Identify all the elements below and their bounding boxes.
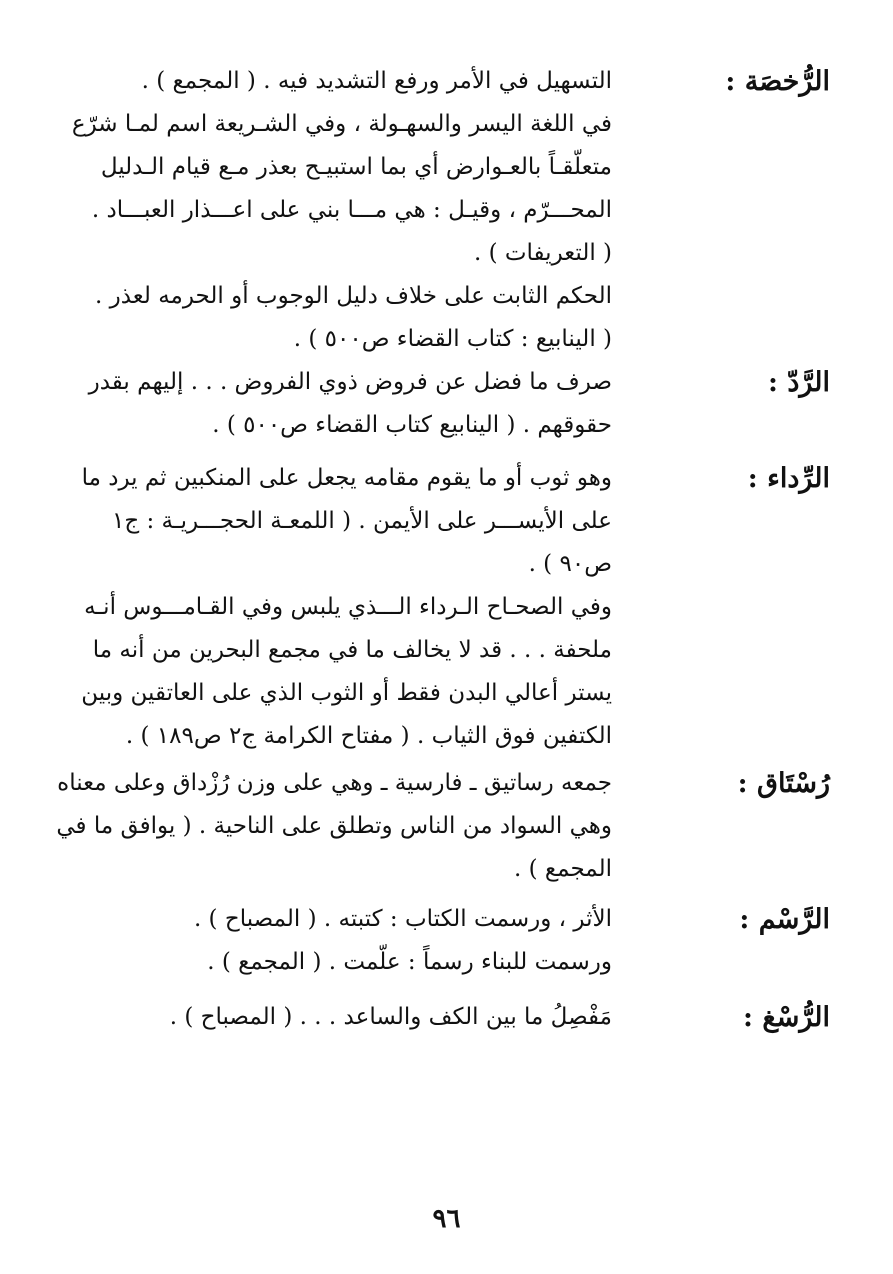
entry-term: الرُّخصَة : [725, 66, 830, 97]
entry-definition [52, 457, 612, 758]
entry-term: الرَّسْم : [739, 904, 830, 935]
definition-line: ورسمت للبناء رسماً : علّمت . ( المجمع ) . [207, 949, 612, 975]
definition-line: الحكم الثابت على خلاف دليل الوجوب أو الحرمه لعذر . [95, 283, 612, 309]
entry-rusgh [60, 996, 830, 1044]
entry-definition [52, 996, 612, 1039]
definition-line: وفي الصحـاح الـرداء الـــذي يلبس وفي القـامـــوس أنـه [84, 594, 612, 620]
definition-line: مَفْصِلُ ما بين الكف والساعد . . . ( المصباح ) . [169, 1004, 612, 1030]
entry-rasm [60, 898, 830, 988]
definition-line: الأثر ، ورسمت الكتاب : كتبته . ( المصباح ) . [193, 906, 612, 932]
definition-line: ملحفة . . . قد لا يخالف ما في مجمع البحرين من أنه ما [92, 637, 612, 663]
definition-line: حقوقهم . ( الينابيع كتاب القضاء ص٥٠٠ ) . [212, 412, 612, 438]
definition-line: وهو ثوب أو ما يقوم مقامه يجعل على المنكبين ثم يرد ما [81, 465, 612, 491]
definition-line: التسهيل في الأمر ورفع التشديد فيه . ( المجمع ) . [141, 68, 612, 94]
entry-term: الرِّداء : [747, 463, 830, 494]
entry-definition [52, 60, 612, 361]
definition-line: المجمع ) . [514, 856, 612, 882]
entry-definition [52, 898, 612, 984]
entry-term: الرَّدّ : [767, 367, 830, 398]
definition-line: ص٩٠ ) . [528, 551, 612, 577]
entry-rukhsa [60, 60, 830, 364]
definition-line: الكتفين فوق الثياب . ( مفتاح الكرامة ج٢ ص١٨٩ ) . [125, 723, 612, 749]
entry-rida [60, 457, 830, 761]
definition-line: في اللغة اليسر والسهـولة ، وفي الشـريعة اسم لمـا شرّع [71, 111, 612, 137]
definition-line: على الأيســـر على الأيمن . ( اللمعـة الحجـــريـة : ج١ [111, 508, 612, 534]
entry-term: رُسْتَاق : [737, 768, 830, 799]
entry-definition [52, 762, 612, 891]
definition-line: المحـــرّم ، وقيـل : هي مـــا بني على اعـــذار العبـــاد . [91, 197, 612, 223]
definition-line: يستر أعالي البدن فقط أو الثوب الذي على العاتقين وبين [81, 680, 612, 706]
entry-rustaq [56, 762, 830, 894]
page-number: ٩٦ [432, 1204, 461, 1234]
definition-line: جمعه رساتيق ـ فارسية ـ وهي على وزن رُزْداق وعلى معناه [57, 770, 612, 796]
definition-line: متعلّقـاً بالعـوارض أي بما استبيـح بعذر مـع قيام الـدليل [100, 154, 612, 180]
definition-line: صرف ما فضل عن فروض ذوي الفروض . . . إليهم بقدر [88, 369, 612, 395]
entry-term: الرُّسْغ : [743, 1002, 830, 1033]
definition-line: ( التعريفات ) . [473, 240, 612, 266]
definition-line: ( الينابيع : كتاب القضاء ص٥٠٠ ) . [293, 326, 612, 352]
entry-radd [60, 361, 830, 451]
definition-line: وهي السواد من الناس وتطلق على الناحية . ( يوافق ما في [56, 813, 612, 839]
entry-definition [52, 361, 612, 447]
